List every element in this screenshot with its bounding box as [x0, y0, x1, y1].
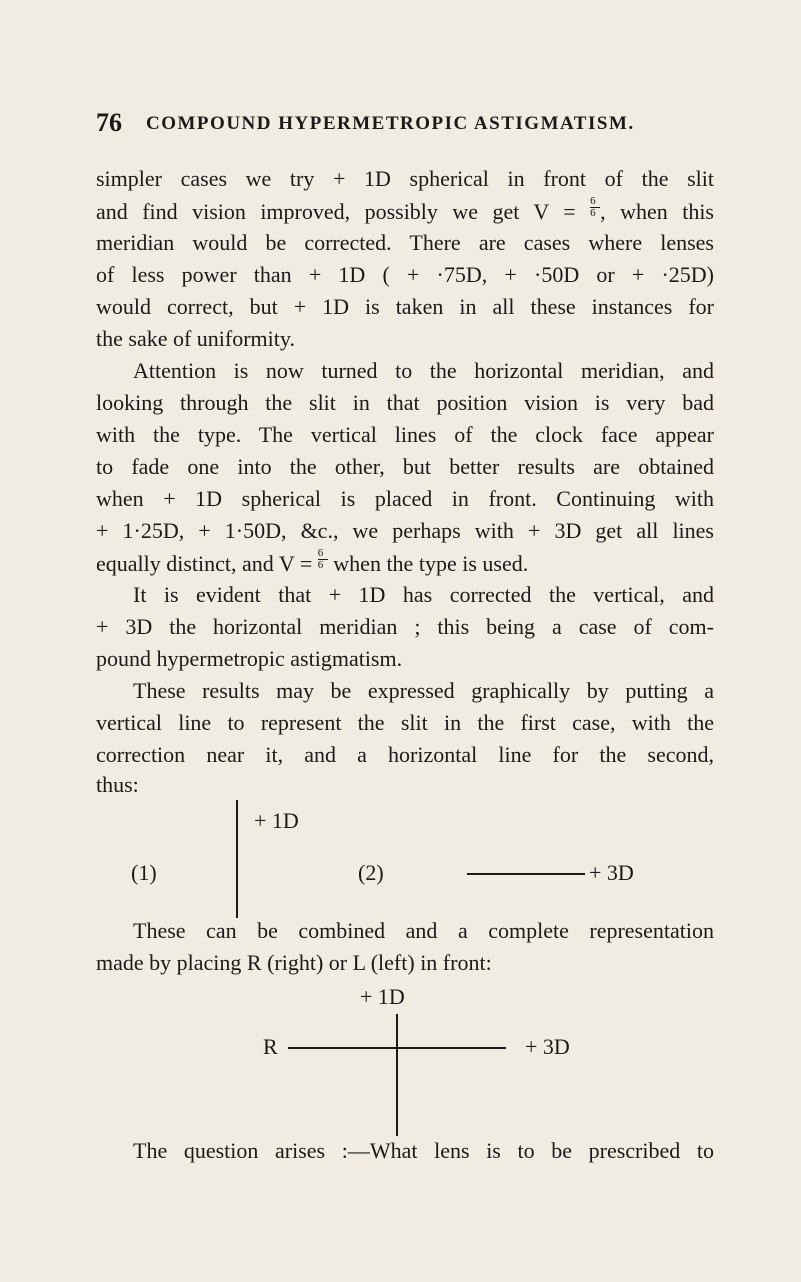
text-line: These results may be expressed graphically by putting a: [133, 678, 714, 703]
vertical-slit-line: [236, 800, 238, 918]
text-line: and find vision improved, possibly we get $V = \frac{6}{6}$, when this: [96, 195, 714, 224]
vertical-correction-label: + 1D: [254, 808, 299, 833]
text-line: thus:: [96, 772, 139, 797]
page-header: [96, 108, 714, 138]
fraction: $\frac{6}{6}$: [318, 548, 328, 571]
text-line: The question arises :—What lens is to be prescribed to: [133, 1138, 714, 1163]
vertical-slit-line: [396, 1014, 398, 1136]
figure-label-1: (1): [131, 860, 157, 885]
horizontal-correction-label: + 3D: [525, 1034, 570, 1059]
text-line: equally distinct, and $V = \frac{6}{6}$ when the type is used.: [96, 547, 529, 576]
eye-label: R: [263, 1034, 278, 1059]
text-line: simpler cases we try + 1D spherical in front of the slit: [96, 166, 714, 191]
horizontal-correction-label: + 3D: [589, 860, 634, 885]
horizontal-slit-line: [288, 1047, 506, 1049]
text-line: pound hypermetropic astigmatism.: [96, 646, 403, 671]
text-line: when + 1D spherical is placed in front. Continuing with: [96, 486, 714, 511]
page-number: 76: [96, 108, 122, 137]
text-line: would correct, but + 1D is taken in all these instances for: [96, 294, 714, 319]
text-line: looking through the slit in that position vision is very bad: [96, 390, 714, 415]
text-line: It is evident that + 1D has corrected the vertical, and: [133, 582, 714, 607]
text-line: + 1·25D, + 1·50D, &c., we perhaps with + 3D get all lines: [96, 518, 714, 543]
text-line: meridian would be corrected. There are cases where lenses: [96, 230, 714, 255]
figure-label-2: (2): [358, 860, 384, 885]
horizontal-slit-line: [467, 873, 585, 875]
text-line: correction near it, and a horizontal line for the second,: [96, 742, 714, 767]
text-line: made by placing R (right) or L (left) in front:: [96, 950, 492, 975]
text-line: vertical line to represent the slit in the first case, with the: [96, 710, 714, 735]
text-line: to fade one into the other, but better results are obtained: [96, 454, 714, 479]
vertical-correction-label: + 1D: [360, 984, 405, 1009]
text-line: These can be combined and a complete representation: [133, 918, 714, 943]
text-line: the sake of uniformity.: [96, 326, 295, 351]
text-line: of less power than + 1D ( + ·75D, + ·50D or + ·25D): [96, 262, 714, 287]
text-line: + 3D the horizontal meridian ; this being a case of com-: [96, 614, 714, 639]
text-line: Attention is now turned to the horizontal meridian, and: [133, 358, 714, 383]
running-title: COMPOUND HYPERMETROPIC ASTIGMATISM.: [146, 113, 635, 134]
text-line: with the type. The vertical lines of the clock face appear: [96, 422, 714, 447]
fraction: $\frac{6}{6}$: [590, 196, 600, 219]
